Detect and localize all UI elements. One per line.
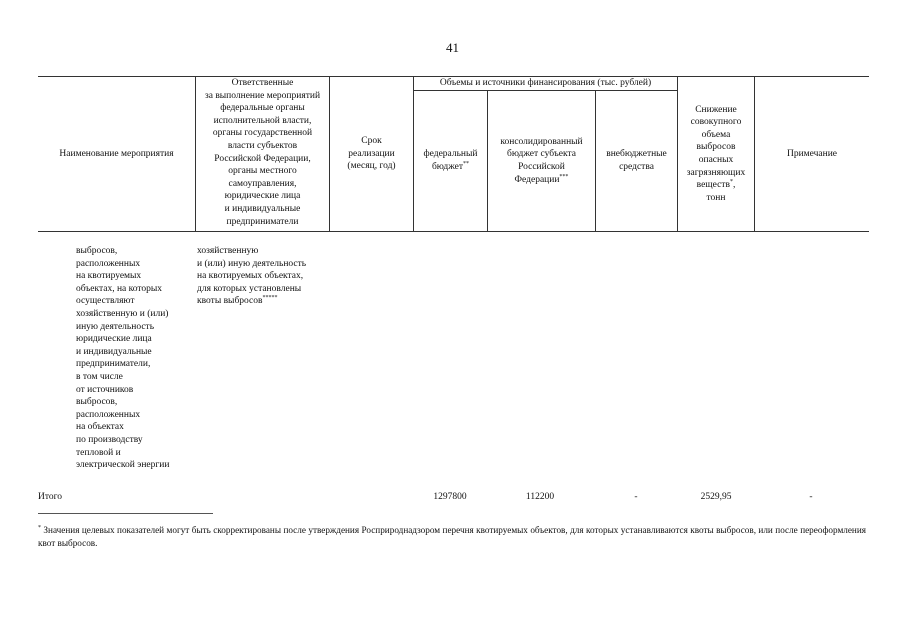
body-responsible-text: [197, 245, 329, 308]
header-name-text: Наименование мероприятия: [59, 148, 174, 159]
total-label: Итого: [38, 492, 63, 502]
body-responsible-mark: *****: [262, 295, 278, 302]
total-reduction: 2529,95: [700, 492, 732, 502]
total-extrabudget: -: [634, 492, 638, 502]
total-note: -: [809, 492, 813, 502]
body-name-text: выбросов, расположенных на квотируемых объектах, на которых осуществляют хозяйственную и (или) иную деятельность юридические лица и индивидуальные предприниматели, в том числе от источников выбросов, расположенных на объектах по производству тепловой и электрической энергии: [76, 246, 170, 471]
header-financing-group: [414, 77, 677, 90]
header-responsible: [196, 77, 329, 231]
header-note: [755, 77, 869, 231]
footnote-mark: *: [38, 524, 41, 531]
header-financing-group-text: Объемы и источники финансирования (тыс. рублей): [439, 78, 652, 89]
body-responsible-label: хозяйственную и (или) иную деятельность на квотируемых объектах, для которых установлены квоты выбросов: [197, 246, 307, 307]
header-federal-text: [424, 148, 478, 173]
header-federal-mark: **: [463, 160, 470, 167]
header-extrabudget-text: внебюджетные средства: [606, 149, 667, 172]
header-reduction-label: Снижение совокупного объема выбросов опасных загрязняющих веществ: [686, 104, 746, 191]
header-reduction-mark: *: [729, 179, 733, 186]
header-reduction-unit: , тонн: [706, 180, 736, 203]
footnote: [38, 524, 866, 550]
header-note-text: Примечание: [786, 148, 838, 159]
footnote-separator: [38, 513, 213, 514]
header-consolidated: [488, 91, 595, 231]
footnote-text: Значения целевых показателей могут быть скорректированы после утверждения Росприроднадзором перечня квотируемых объектов, для которых устанавливаются квоты выбросов, или после переоформления квот выбросов.: [38, 525, 866, 548]
header-federal-label: федеральный бюджет: [423, 149, 478, 172]
header-reduction: [678, 77, 754, 231]
header-consolidated-mark: ***: [559, 173, 569, 180]
header-responsible-text: Ответственные за выполнение мероприятий федеральные органы исполнительной власти, органы государственной власти субъектов Российской Федерации, органы местного самоуправления, юридические лица и индивидуальные предприниматели: [204, 78, 321, 227]
page-number: 41: [446, 40, 459, 55]
header-consolidated-text: [500, 136, 582, 186]
header-reduction-text: [687, 104, 745, 205]
header-federal: [414, 91, 487, 231]
total-federal: 1297800: [433, 492, 467, 502]
total-consolidated: 112200: [525, 492, 555, 502]
header-extrabudget: [596, 91, 677, 231]
header-term: [330, 77, 413, 231]
header-term-text: Срок реализации (месяц, год): [347, 136, 396, 172]
header-consolidated-label: консолидированный бюджет субъекта Российской Федерации: [500, 136, 583, 185]
header-bottom-border: [38, 231, 869, 232]
header-name: [38, 77, 195, 231]
